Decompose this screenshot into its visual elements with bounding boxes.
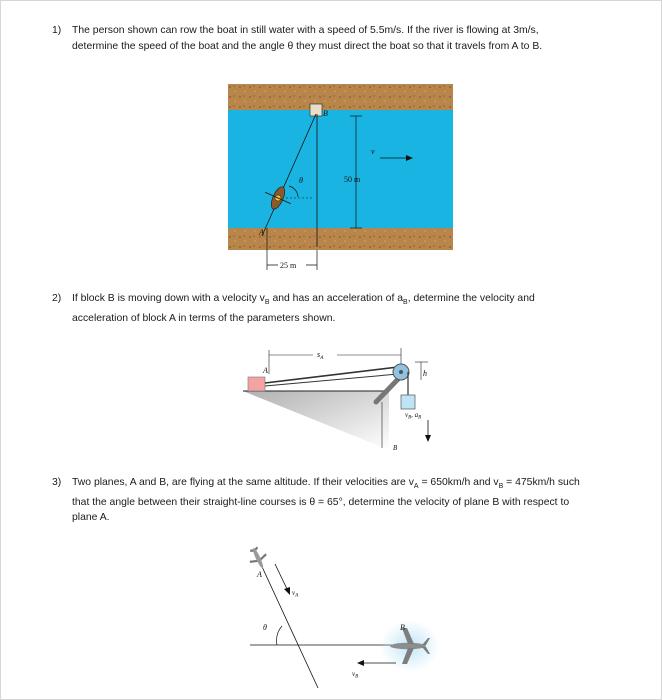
label-a: A	[259, 228, 264, 237]
text-fragment: Two planes, A and B, are flying at the same altitude. If their velocities are v	[72, 477, 414, 488]
problem-text	[72, 23, 617, 54]
subscript: A	[413, 483, 419, 491]
theta-arc	[277, 626, 282, 645]
river-boat-figure	[228, 84, 468, 274]
text-fragment: = 475km/h such	[503, 477, 580, 488]
problem-line	[72, 475, 617, 495]
plane-a	[245, 544, 271, 572]
subscript: B	[498, 483, 504, 491]
planes-figure	[220, 540, 450, 690]
problem-line: The person shown can row the boat in still water with a speed of 5.5m/s. If the river is flowing at 3m/s,	[72, 25, 539, 36]
top-bank	[228, 84, 453, 110]
course-a	[258, 558, 318, 688]
label-h: h	[423, 369, 427, 378]
label-width: 50 m	[344, 175, 361, 184]
subscript: B	[264, 299, 270, 307]
label-a: A	[263, 366, 268, 375]
pulley-figure	[243, 340, 443, 452]
problem-line	[72, 291, 632, 311]
problem-number: 2)	[52, 293, 62, 304]
label-b: B	[323, 109, 328, 118]
problem-text	[72, 475, 617, 526]
text-fragment: = 650km/h and v	[418, 477, 499, 488]
label-plane-b: B	[400, 623, 405, 632]
label-sa: $s_A$	[317, 350, 324, 361]
label-va: $v_A$	[292, 589, 299, 599]
va-arrow	[275, 564, 288, 591]
problem-line: acceleration of block A in terms of the parameters shown.	[72, 312, 336, 324]
problem-number: 1)	[52, 25, 62, 36]
label-offset: 25 m	[280, 261, 297, 270]
va-arrowhead	[284, 587, 290, 595]
label-b: B	[393, 444, 398, 452]
label-theta: θ	[299, 176, 303, 185]
velocity-arrowhead	[425, 435, 431, 442]
subscript: B	[403, 299, 408, 307]
label-v: v	[371, 147, 375, 156]
problem-text	[72, 291, 632, 326]
cable-a	[265, 367, 398, 383]
text-fragment: , determine the velocity and	[407, 293, 535, 304]
label-vb: $v_B$	[352, 670, 359, 680]
problem-line: that the angle between their straight-line courses is θ = 65°, determine the velocity of plane B with respect to	[72, 496, 570, 508]
problem-number: 3)	[52, 477, 62, 488]
text-fragment: If block B is moving down with a velocity v	[72, 293, 265, 304]
label-plane-a: A	[257, 570, 262, 579]
river-water	[228, 110, 453, 228]
pulley-hub	[399, 370, 403, 374]
block-b	[401, 395, 415, 409]
problem-line: plane A.	[72, 512, 110, 524]
problem-line: determine the speed of the boat and the angle θ they must direct the boat so that it travels from A to B.	[72, 40, 543, 52]
label-vb-ab: $v_B$, $a_B$	[405, 411, 422, 421]
text-fragment: and has an acceleration of a	[269, 293, 404, 304]
label-theta: θ	[263, 623, 267, 632]
ground-support	[243, 391, 389, 450]
block-a	[248, 377, 265, 391]
vb-arrowhead	[357, 660, 364, 666]
